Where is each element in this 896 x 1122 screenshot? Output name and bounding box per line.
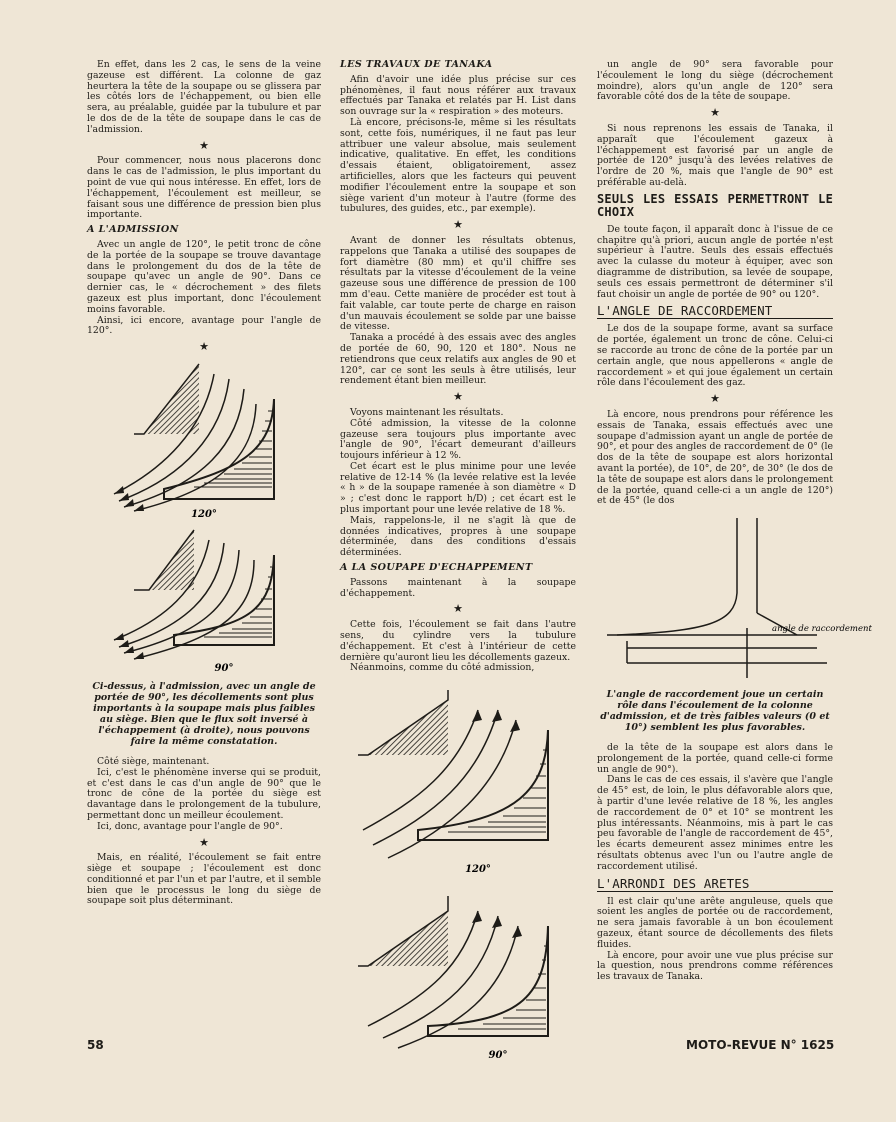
paragraph: En effet, dans les 2 cas, le sens de la veine gazeuse est différent. La colonne de gaz heurtera la tête de la soupape ou se glissera par les côtés lors de l'échappement, ou bien elle sera, au préalable, guidée par la tubulure et par le dos de de la tête de soupape dans le cas de l'admission. [87,59,321,135]
star-separator-icon: ★ [199,835,209,849]
paragraph: Là encore, pour avoir une vue plus précise sur la question, nous prendrons comme références les travaux de Tanaka. [597,949,833,983]
star-separator-icon: ★ [199,340,209,354]
star-separator-icon: ★ [453,390,463,404]
heading-admission: A L'ADMISSION [87,224,179,236]
paragraph: de la tête de la soupape est alors dans le prolongement de la portée, quand celle-ci forme un angle de 90°). [597,742,833,775]
heading-echappement: A LA SOUPAPE D'ECHAPPEMENT [340,562,533,574]
star-separator-icon: ★ [710,106,720,120]
heading-seuls-les-essais: SEULS LES ESSAIS PERMETTRONT LE CHOIX [597,191,833,219]
paragraph: Ici, c'est le phénomène inverse qui se produit, et c'est dans le cas d'un angle de 90° que le tronc de cône de la portée du siège est davantage dans le prolongement de la tubulure, permettant donc un meilleur écoulement. [87,766,321,821]
column-1 [87,60,321,907]
heading-angle-raccordement: L'ANGLE DE RACCORDEMENT [597,304,833,319]
paragraph: Mais, rappelons-le, il ne s'agit là que de données indicatives, propres à une soupape déterminée, dans des conditions d'essais déterminées. [340,514,576,559]
paragraph: Là encore, précisons-le, même si les résultats sont, cette fois, numériques, il ne faut pas leur attribuer une valeur absolue, mais seulement indicative, qualitative. En effet, les conditions d'essais étaient, obligatoirement, assez artificielles, alors que les facteurs qui peuvent modifier l'écoulement entre la soupape et son siège varient d'un moteur à l'autre (forme des tubulures, des guides, etc., par exemple). [340,116,576,215]
figure-label-120: 120° [191,508,217,520]
figure-caption: L'angle de raccordement joue un certain rôle dans l'écoulement de la colonne d'admission, et de très faibles valeurs (0 et 10°) semblent les plus favorables. [600,689,830,734]
magazine-issue: MOTO-REVUE N° 1625 [686,1038,835,1052]
paragraph: Il est clair qu'une arête anguleuse, quels que soient les angles de portée ou de raccordement, ne sera jamais favorable à un bon écoulement gazeux, étant source de décollements des filets fluides. [597,895,833,950]
paragraph: Dans le cas de ces essais, il s'avère que l'angle de 45° est, de loin, le plus défavorable alors que, à partir d'une levée relative de 18 %, les angles de raccordement de 0° et 10° se montrent les plus intéressants. Néanmoins, mis à part le cas peu favorable de l'angle de raccordement de 45°, les écarts demeurent assez minimes entre les résultats obtenus avec l'un ou l'autre angle de raccordement utilisé. [597,774,833,872]
paragraph: Avant de donner les résultats obtenus, rappelons que Tanaka a utilisé des soupapes de fort diamètre (80 mm) et qu'il chiffre ses résultats par la vitesse d'écoulement de la veine gazeuse sous une différence de pression de 100 mm d'eau. Cette manière de procéder est tout à fait valable, car toute perte de charge en raison d'un mauvais écoulement se solde par une baisse de vitesse. [340,234,576,333]
paragraph: Cette fois, l'écoulement se fait dans l'autre sens, du cylindre vers la tubulure d'échappement. Et c'est à l'intérieur de cette dernière qu'auront lieu les décollements gazeux. [340,619,576,663]
paragraph: Côté admission, la vitesse de la colonne gazeuse sera toujours plus importante avec l'angle de 90°, l'écart demeurant d'ailleurs toujours inférieur à 12 %. [340,417,576,462]
star-separator-icon: ★ [199,138,209,152]
exhaust-flow-diagram-120 [348,680,568,880]
star-separator-icon: ★ [710,392,720,406]
paragraph: Ici, donc, avantage pour l'angle de 90°. [97,820,283,832]
page-number: 58 [87,1038,104,1052]
paragraph: Si nous reprenons les essais de Tanaka, il apparaît que l'écoulement gazeux à l'échappement est favorisé par un angle de portée de 120° jusqu'à des levées relatives de l'ordre de 20 %, mais que l'angle de 90° est préférable au-delà. [597,122,833,188]
column-3 [597,59,872,983]
column-2 [340,60,576,1067]
paragraph: Pour commencer, nous nous placerons donc dans le cas de l'admission, le plus important du point de vue qui nous intéresse. En effet, lors de l'échappement, l'écoulement est meilleur, se faisant sous une différence de pression bien plus importante. [87,155,321,221]
paragraph: Mais, en réalité, l'écoulement se fait entre siège et soupape ; l'écoulement est donc conditionné et par l'un et par l'autre, et il semble bien que le processus le long du siège de soupape soit plus déterminant. [87,852,321,907]
paragraph: Voyons maintenant les résultats. [350,406,504,418]
heading-arrondi-aretes: L'ARRONDI DES ARETES [597,877,833,892]
figure-label-90: 90° [214,662,234,674]
paragraph: Passons maintenant à la soupape d'échappement. [340,576,576,599]
paragraph: un angle de 90° sera favorable pour l'écoulement le long du siège (décrochement moindre), alors qu'un angle de 120° sera favorable côté dos de la tête de soupape. [597,59,833,103]
paragraph: Néanmoins, comme du côté admission, [350,662,535,674]
paragraph: Là encore, nous prendrons pour référence les essais de Tanaka, essais effectués avec une soupape d'admission ayant un angle de portée de 90°, et pour des angles de raccordement de 0° (le dos de la tête de soupape est alors horizontal avant la portée), de 10°, de 20°, de 30° (le dos de la tête de soupape est alors dans le prolongement de la portée, quand celle-ci a un angle de 120°) et de 45° (le dos [597,408,833,507]
star-separator-icon: ★ [453,602,463,616]
paragraph: De toute façon, il apparaît donc à l'issue de ce chapitre qu'à priori, aucun angle de portée n'est supérieur à l'autre. Seuls des essais effectués avec la culasse du moteur à équiper, avec son diagramme de distribution, sa levée de soupape, seuls ces essais permettront de déterminer s'il faut choisir un angle de portée de 90° ou 120°. [597,223,833,300]
valve-flow-diagram-120 [104,359,304,519]
connection-angle-diagram [597,513,872,683]
figure-caption: Ci-dessus, à l'admission, avec un angle de portée de 90°, les décollements sont plus importants à la soupape mais plus faibles au siège. Bien que le flux soit inversé à l'échappement (à droite), nous pouvons faire la même constatation. [92,680,316,747]
paragraph: Le dos de la soupape forme, avant sa surface de portée, également un tronc de cône. Celui-ci se raccorde au tronc de cône de la portée par un certain angle, que nous appellerons « angle de raccordement » et qui joue également un certain rôle dans l'écoulement des gaz. [597,323,833,389]
paragraph: Cet écart est le plus minime pour une levée relative de 12-14 % (la levée relative est la levée « h » de la soupape ramenée à son diamètre « D » ; c'est donc le rapport h/D) ; cet écart est le plus important pour une levée relative de 18 %. [340,460,576,516]
paragraph: Ainsi, ici encore, avantage pour l'angle de 120°. [87,314,321,337]
valve-flow-diagram-90 [104,525,304,675]
star-separator-icon: ★ [453,218,463,232]
paragraph: Avec un angle de 120°, le petit tronc de cône de la portée de la soupape se trouve davantage dans le prolongement du dos de la tête de soupape qu'avec un angle de 90°. Dans ce dernier cas, le « décrochement » des filets gazeux est plus important, donc l'écoulement moins favorable. [87,238,321,315]
paragraph: Côté siège, maintenant. [97,755,210,767]
figure-annotation: angle de raccordement [772,624,872,635]
figure-label-120: 120° [465,864,491,876]
heading-tanaka: LES TRAVAUX DE TANAKA [340,59,493,70]
figure-label-90: 90° [488,1050,508,1062]
paragraph: Tanaka a procédé à des essais avec des angles de portée de 60, 90, 120 et 180°. Nous ne retiendrons que ceux relatifs aux angles de 90 et 120°, car ce sont les seuls à être utilisés, leur rendement étant bien meilleur. [340,332,576,387]
paragraph: Afin d'avoir une idée plus précise sur ces phénomènes, il faut nous référer aux travaux effectués par Tanaka et relatés par H. List dans son ouvrage sur la « respiration » des moteurs. [340,73,576,118]
exhaust-flow-diagram-90 [348,886,568,1061]
